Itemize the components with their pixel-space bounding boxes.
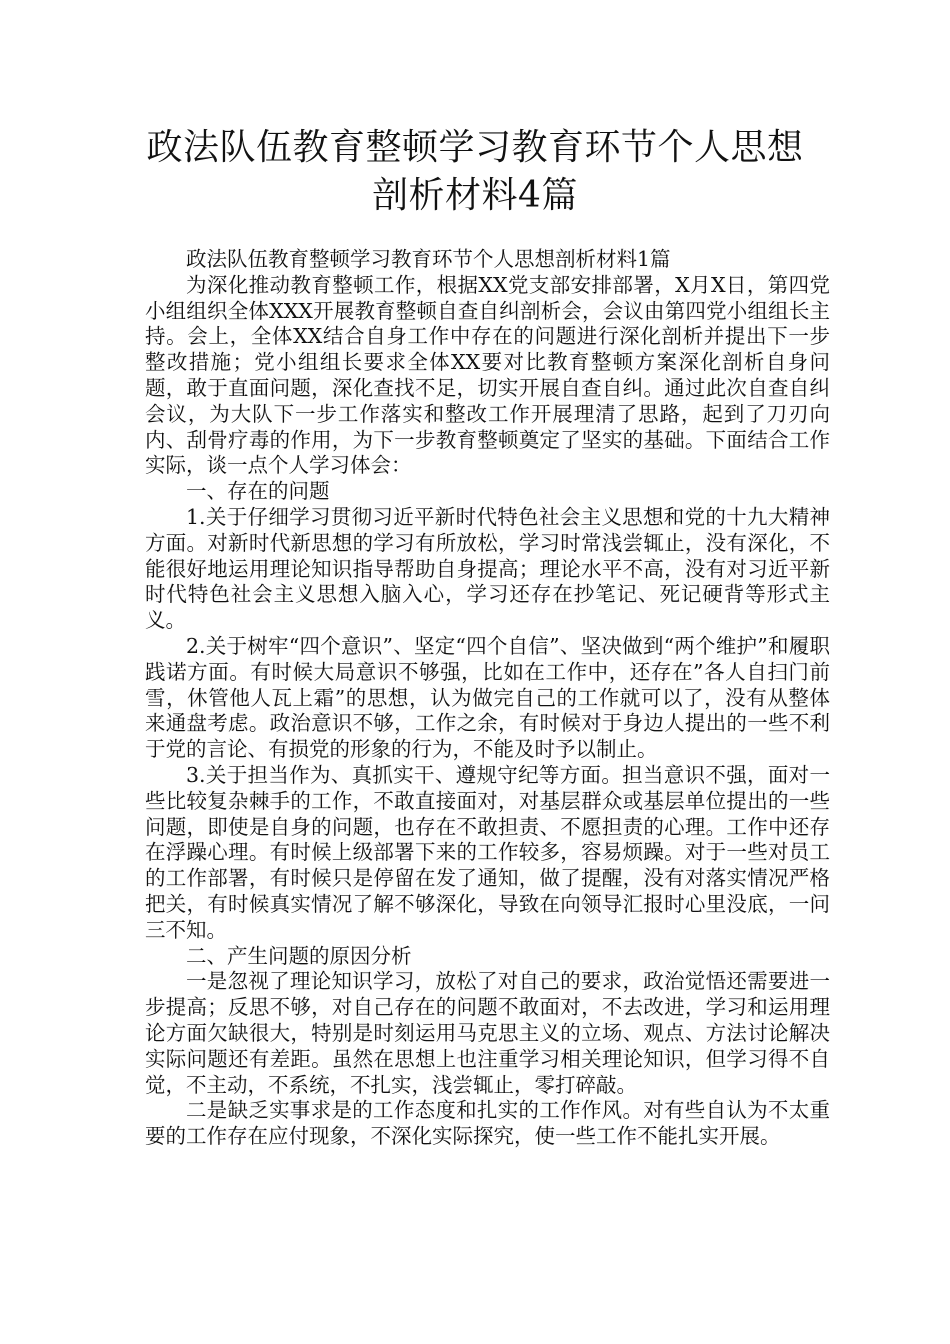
section-heading-causes: 二、产生问题的原因分析 xyxy=(186,943,412,968)
document-title xyxy=(100,124,850,220)
problem-item-3: 3.关于担当作为、真抓实干、遵规守纪等方面。担当意识不强，面对一些比较复杂棘手的工作，不敢直接面对，对基层群众或基层单位提出的一些问题，即使是自身的问题，也存在不敢担责、不愿担责的心理。工作中还存在浮躁心理。有时候上级部署下来的工作较多，容易烦躁。对于一些对员工的工作部署，有时候只是停留在发了通知，做了提醒，没有对落实情况严格把关，有时候真实情况了解不够深化，导致在向领导汇报时心里没底，一问三不知。 xyxy=(145,762,830,942)
document-body xyxy=(145,247,830,1150)
cause-item-2: 二是缺乏实事求是的工作态度和扎实的工作作风。对有些自认为不太重要的工作存在应付现象，不深化实际探究，使一些工作不能扎实开展。 xyxy=(145,1098,830,1149)
cause-item-1: 一是忽视了理论知识学习，放松了对自己的要求，政治觉悟还需要进一步提高；反思不够，对自己存在的问题不敢面对，不去改进，学习和运用理论方面欠缺很大，特别是时刻运用马克思主义的立场、观点、方法讨论解决实际问题还有差距。虽然在思想上也注重学习相关理论知识，但学习得不自觉，不主动，不系统，不扎实，浅尝辄止，零打碎敲。 xyxy=(145,969,830,1097)
section-subtitle: 政法队伍教育整顿学习教育环节个人思想剖析材料1篇 xyxy=(186,247,671,271)
section-heading-problems: 一、存在的问题 xyxy=(186,479,330,504)
problem-item-2: 2.关于树牢“四个意识”、坚定“四个自信”、坚决做到“两个维护”和履职践诺方面。有时候大局意识不够强，比如在工作中，还存在”各人自扫门前雪，休管他人瓦上霜”的思想，认为做完自己的工作就可以了，没有从整体来通盘考虑。政治意识不够，工作之余，有时候对于身边人提出的一些不利于党的言论、有损党的形象的行为，不能及时予以制止。 xyxy=(145,633,830,762)
document-title-line-1: 政法队伍教育整顿学习教育环节个人思想 xyxy=(146,127,804,168)
problem-item-1: 1.关于仔细学习贯彻习近平新时代特色社会主义思想和党的十九大精神方面。对新时代新思想的学习有所放松，学习时常浅尝辄止，没有深化，不能很好地运用理论知识指导帮助自身提高；理论水平不高，没有对习近平新时代特色社会主义思想入脑入心，学习还存在抄笔记、死记硬背等形式主义。 xyxy=(145,504,830,633)
document-title-line-2: 剖析材料4篇 xyxy=(372,175,578,216)
intro-paragraph: 为深化推动教育整顿工作，根据XX党支部安排部署，X月X日，第四党小组组织全体XXX开展教育整顿自查自纠剖析会，会议由第四党小组组长主持。会上，全体XX结合自身工作中存在的问题进行深化剖析并提出下一步整改措施；党小组组长要求全体XX要对比教育整顿方案深化剖析自身问题，敢于直面问题，深化查找不足，切实开展自查自纠。通过此次自查自纠会议，为大队下一步工作落实和整改工作开展理清了思路，起到了刀刃向内、刮骨疗毒的作用，为下一步教育整顿奠定了坚实的基础。下面结合工作实际，谈一点个人学习体会： xyxy=(145,272,830,478)
